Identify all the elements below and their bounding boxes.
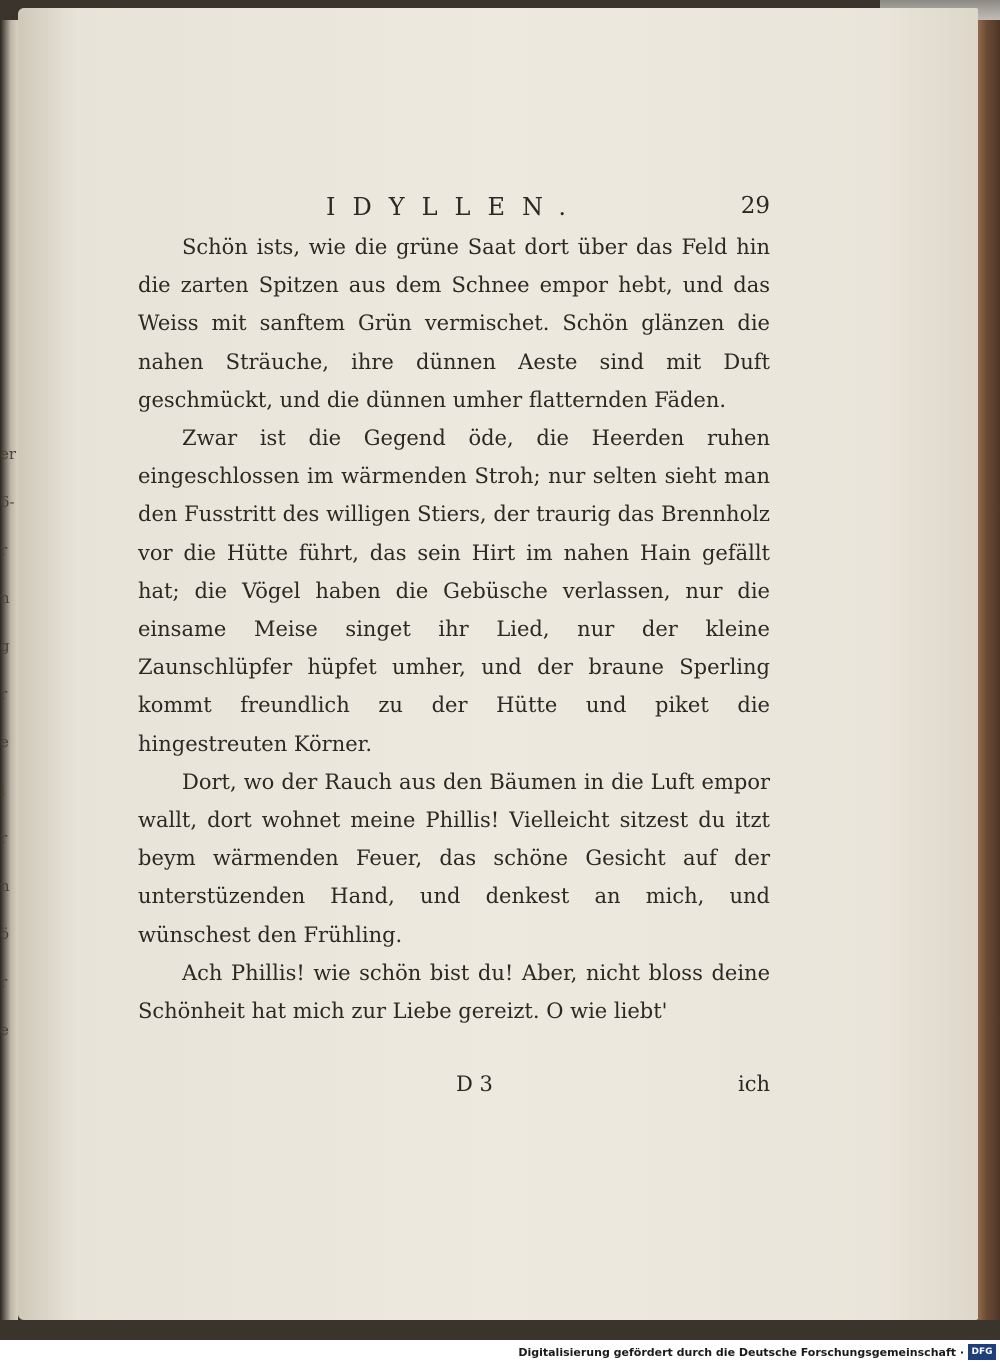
facing-page-fragment: r bbox=[0, 973, 8, 991]
credit-bar bbox=[0, 1340, 1000, 1365]
facing-page-fragment: i bbox=[0, 781, 5, 799]
page-header bbox=[138, 193, 770, 227]
facing-page-fragment: r bbox=[0, 685, 8, 703]
book-fore-edge bbox=[978, 20, 1000, 1320]
catchword: ich bbox=[737, 1072, 770, 1096]
facing-page-fragment: r bbox=[0, 541, 8, 559]
facing-page-fragment: g bbox=[0, 637, 10, 655]
facing-page-fragment: r bbox=[0, 829, 8, 847]
dfg-logo: DFG bbox=[968, 1344, 996, 1360]
facing-page-fragment: ö bbox=[0, 925, 10, 943]
paragraph: Dort, wo der Rauch aus den Bäumen in die Luft empor wallt, dort wohnet meine Phillis! Vielleicht sitzest du itzt beym wärmenden Feuer, das schöne Gesicht auf der unterstüzenden Hand, und denkest an mich, und wünschest den Frühling. bbox=[138, 769, 770, 947]
signature-mark: D 3 bbox=[456, 1072, 493, 1096]
facing-page-fragment: 6- bbox=[0, 493, 15, 511]
facing-page-fragment: n bbox=[0, 589, 10, 607]
facing-page-fragment: e bbox=[0, 1021, 9, 1039]
running-title: IDYLLEN. bbox=[326, 193, 584, 221]
facing-page-fragment: n bbox=[0, 877, 10, 895]
paragraph: Zwar ist die Gegend öde, die Heerden ruhen eingeschlossen im wärmenden Stroh; nur selten sieht man den Fusstritt des willigen Stiers, der traurig das Brennholz vor die Hütte führt, das sein Hirt im nahen Hain gefällt hat; die Vögel haben die Gebüsche verlassen, nur die einsame Meise singet ihr Lied, nur der kleine Zaunschlüpfer hüpfet umher, und der braune Sperling kommt freundlich zu der Hütte und piket die hingestreuten Körner. bbox=[138, 426, 770, 756]
digitization-credit: Digitalisierung gefördert durch die Deutsche Forschungsgemeinschaft · bbox=[518, 1346, 964, 1359]
paragraph: Ach Phillis! wie schön bist du! Aber, nicht bloss deine Schönheit hat mich zur Liebe gereizt. O wie liebt' bbox=[138, 960, 770, 1024]
page-number: 29 bbox=[740, 193, 770, 219]
paragraph: Schön ists, wie die grüne Saat dort über das Feld hin die zarten Spitzen aus dem Schnee empor hebt, und das Weiss mit sanftem Grün vermischet. Schön glänzen die nahen Sträuche, ihre dünnen Aeste sind mit Duft geschmückt, und die dünnen umher flatternden Fäden. bbox=[138, 235, 770, 412]
page-footer bbox=[138, 1072, 770, 1106]
facing-page-fragment: er bbox=[0, 445, 17, 463]
facing-page-fragment: e bbox=[0, 733, 9, 751]
body-text bbox=[138, 228, 770, 1030]
facing-page-fragments bbox=[0, 430, 17, 1054]
